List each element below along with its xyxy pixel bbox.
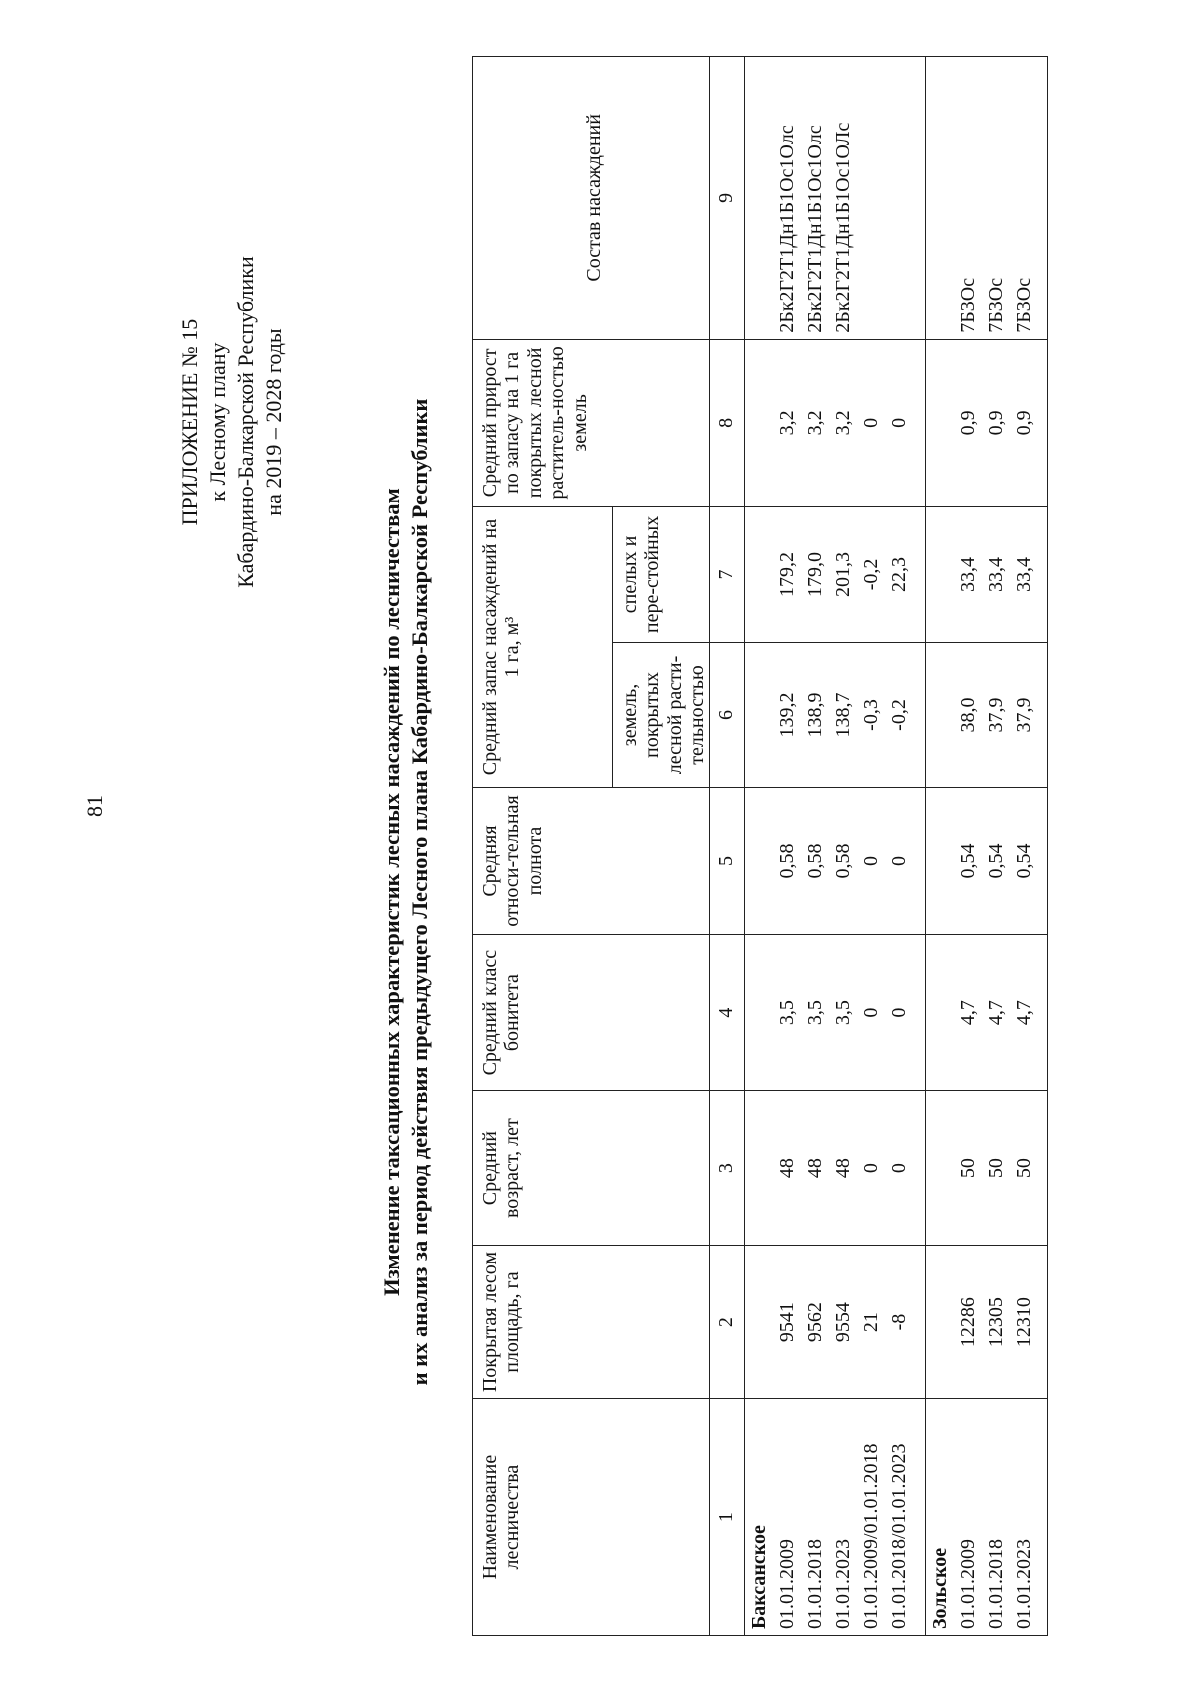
density-value: 0,54 — [957, 843, 980, 879]
stock-mature-value: 201,3 — [831, 551, 854, 597]
density-value: 0 — [887, 856, 910, 867]
header-stock-mature: спелых и пере-стойных — [613, 507, 710, 643]
stock-forested-cell — [926, 642, 1048, 787]
header-stand-composition: Состав насаждений — [473, 57, 710, 340]
area-value: -8 — [887, 1313, 910, 1331]
stock-forested-value: 37,9 — [1013, 697, 1036, 733]
forestry-name-cell — [744, 1399, 926, 1636]
forestry-table — [472, 56, 1048, 1636]
age-value: 50 — [1013, 1158, 1036, 1179]
site-class-value: 3,5 — [775, 1000, 798, 1026]
growth-cell — [926, 339, 1048, 506]
site-class-value: 3,5 — [831, 1000, 854, 1026]
stock-mature-cell — [744, 507, 926, 643]
column-number-row — [709, 57, 744, 1636]
growth-value: 0 — [887, 417, 910, 428]
column-number: 1 — [709, 1399, 744, 1636]
stock-forested-value: 138,7 — [831, 692, 854, 738]
growth-value: 0,9 — [957, 410, 980, 436]
forestry-table-container — [472, 56, 1048, 1636]
composition-value: 7Б3Ос — [957, 277, 980, 333]
site-class-cell — [926, 934, 1048, 1090]
row-date: 01.01.2009 — [775, 1539, 798, 1629]
site-class-value: 4,7 — [1013, 1000, 1036, 1026]
column-number: 2 — [709, 1246, 744, 1399]
growth-value: 0 — [859, 417, 882, 428]
composition-value — [885, 63, 913, 333]
composition-value: 2Бк2Г2Т1Дн1Б1Ос1Олс — [803, 125, 826, 333]
column-number: 5 — [709, 788, 744, 935]
header-average-age: Средний возраст, лет — [473, 1091, 710, 1246]
density-value: 0,58 — [831, 843, 854, 879]
row-date: 01.01.2023 — [1013, 1539, 1036, 1629]
appendix-line-2: к Лесному плану — [204, 342, 230, 502]
composition-cell — [926, 57, 1048, 340]
density-value: 0,58 — [803, 843, 826, 879]
age-value: 0 — [859, 1163, 882, 1174]
growth-value: 0,9 — [985, 410, 1008, 436]
stock-mature-value: 33,4 — [985, 556, 1008, 592]
column-number: 3 — [709, 1091, 744, 1246]
density-value: 0,54 — [985, 843, 1008, 879]
density-value: 0,58 — [775, 843, 798, 879]
group-name: Зольское — [929, 1547, 952, 1629]
row-date: 01.01.2023 — [831, 1539, 854, 1629]
column-number: 4 — [709, 934, 744, 1090]
header-average-growth: Средний прирост по запасу на 1 га покрытых лесной раститель-ностью земель — [473, 339, 710, 506]
density-cell — [744, 788, 926, 935]
age-cell — [926, 1091, 1048, 1246]
area-value: 12310 — [1013, 1297, 1036, 1348]
composition-value: 2Бк2Г2Т1Дн1Б1Ос1ОЛс — [831, 122, 854, 333]
area-value: 12305 — [985, 1297, 1008, 1348]
growth-value: 3,2 — [775, 410, 798, 436]
table-group-zolskoe — [926, 57, 1048, 1636]
column-number: 8 — [709, 339, 744, 506]
site-class-cell — [744, 934, 926, 1090]
site-class-value: 4,7 — [985, 1000, 1008, 1026]
appendix-line-1: ПРИЛОЖЕНИЕ № 15 — [177, 318, 202, 526]
row-date: 01.01.2009/01.01.2018 — [859, 1443, 882, 1629]
header-relative-density: Средняя относи-тельная полнота — [473, 788, 710, 935]
age-value: 48 — [775, 1158, 798, 1179]
column-number: 6 — [709, 642, 744, 787]
stock-mature-value: -0,2 — [859, 558, 882, 591]
row-date: 01.01.2018 — [803, 1539, 826, 1629]
site-class-value: 0 — [859, 1007, 882, 1018]
appendix-line-3: Кабардино-Балкарской Республики — [232, 256, 258, 588]
stock-forested-value: 138,9 — [803, 692, 826, 738]
stock-mature-value: 179,0 — [803, 551, 826, 597]
age-value: 48 — [831, 1158, 854, 1179]
page-number: 81 — [82, 795, 107, 817]
composition-value: 7Б3Ос — [985, 277, 1008, 333]
group-name: Баксанское — [747, 1525, 770, 1629]
stock-mature-value: 179,2 — [775, 551, 798, 597]
stock-forested-value: 37,9 — [985, 697, 1008, 733]
age-value: 50 — [985, 1158, 1008, 1179]
title-line-1: Изменение таксационных характеристик лесных насаждений по лесничествам — [379, 488, 404, 1296]
column-number: 9 — [709, 57, 744, 340]
stock-forested-value: 139,2 — [775, 692, 798, 738]
site-class-value: 4,7 — [957, 1000, 980, 1026]
header-stock-forested-land: земель, покрытых лесной расти-тельностью — [613, 642, 710, 787]
stock-mature-cell — [926, 507, 1048, 643]
row-date: 01.01.2018/01.01.2023 — [887, 1443, 910, 1629]
area-cell — [744, 1246, 926, 1399]
growth-value: 3,2 — [803, 410, 826, 436]
area-value: 21 — [859, 1312, 882, 1333]
stock-forested-value: 38,0 — [957, 697, 980, 733]
age-value: 50 — [957, 1158, 980, 1179]
composition-cell — [744, 57, 926, 340]
site-class-value: 0 — [887, 1007, 910, 1018]
composition-value — [857, 63, 885, 333]
composition-value: 7Б3Ос — [1013, 277, 1036, 333]
appendix-heading — [176, 142, 288, 702]
forestry-name-cell — [926, 1399, 1048, 1636]
area-value: 12286 — [957, 1297, 980, 1348]
stock-mature-value: 33,4 — [957, 556, 980, 592]
composition-value: 2Бк2Г2Т1Дн1Б1Ос1Олс — [775, 125, 798, 333]
row-date: 01.01.2018 — [985, 1539, 1008, 1629]
document-title — [378, 242, 434, 1542]
area-value: 9554 — [831, 1302, 854, 1343]
growth-cell — [744, 339, 926, 506]
growth-value: 0,9 — [1013, 410, 1036, 436]
header-site-class: Средний класс бонитета — [473, 934, 710, 1090]
area-cell — [926, 1246, 1048, 1399]
header-average-stock-group: Средний запас насаждений на 1 га, м³ — [473, 507, 613, 788]
site-class-value: 3,5 — [803, 1000, 826, 1026]
stock-mature-value: 33,4 — [1013, 556, 1036, 592]
stock-mature-value: 22,3 — [887, 556, 910, 592]
age-cell — [744, 1091, 926, 1246]
header-forested-area: Покрытая лесом площадь, га — [473, 1246, 710, 1399]
density-value: 0,54 — [1013, 843, 1036, 879]
growth-value: 3,2 — [831, 410, 854, 436]
table-group-baksanskoe — [744, 57, 926, 1636]
stock-forested-value: -0,2 — [887, 699, 910, 731]
title-line-2: и их анализ за период действия предыдущего Лесного плана Кабардино-Балкарской Республики — [407, 398, 433, 1386]
stock-forested-value: -0,3 — [859, 699, 882, 731]
header-forestry-name: Наименование лесничества — [473, 1399, 710, 1636]
age-value: 48 — [803, 1158, 826, 1179]
area-value: 9562 — [803, 1302, 826, 1343]
row-date: 01.01.2009 — [957, 1539, 980, 1629]
appendix-line-4: на 2019 – 2028 годы — [260, 328, 286, 516]
area-value: 9541 — [775, 1302, 798, 1343]
column-number: 7 — [709, 507, 744, 643]
age-value: 0 — [887, 1163, 910, 1174]
density-cell — [926, 788, 1048, 935]
density-value: 0 — [859, 856, 882, 867]
stock-forested-cell — [744, 642, 926, 787]
